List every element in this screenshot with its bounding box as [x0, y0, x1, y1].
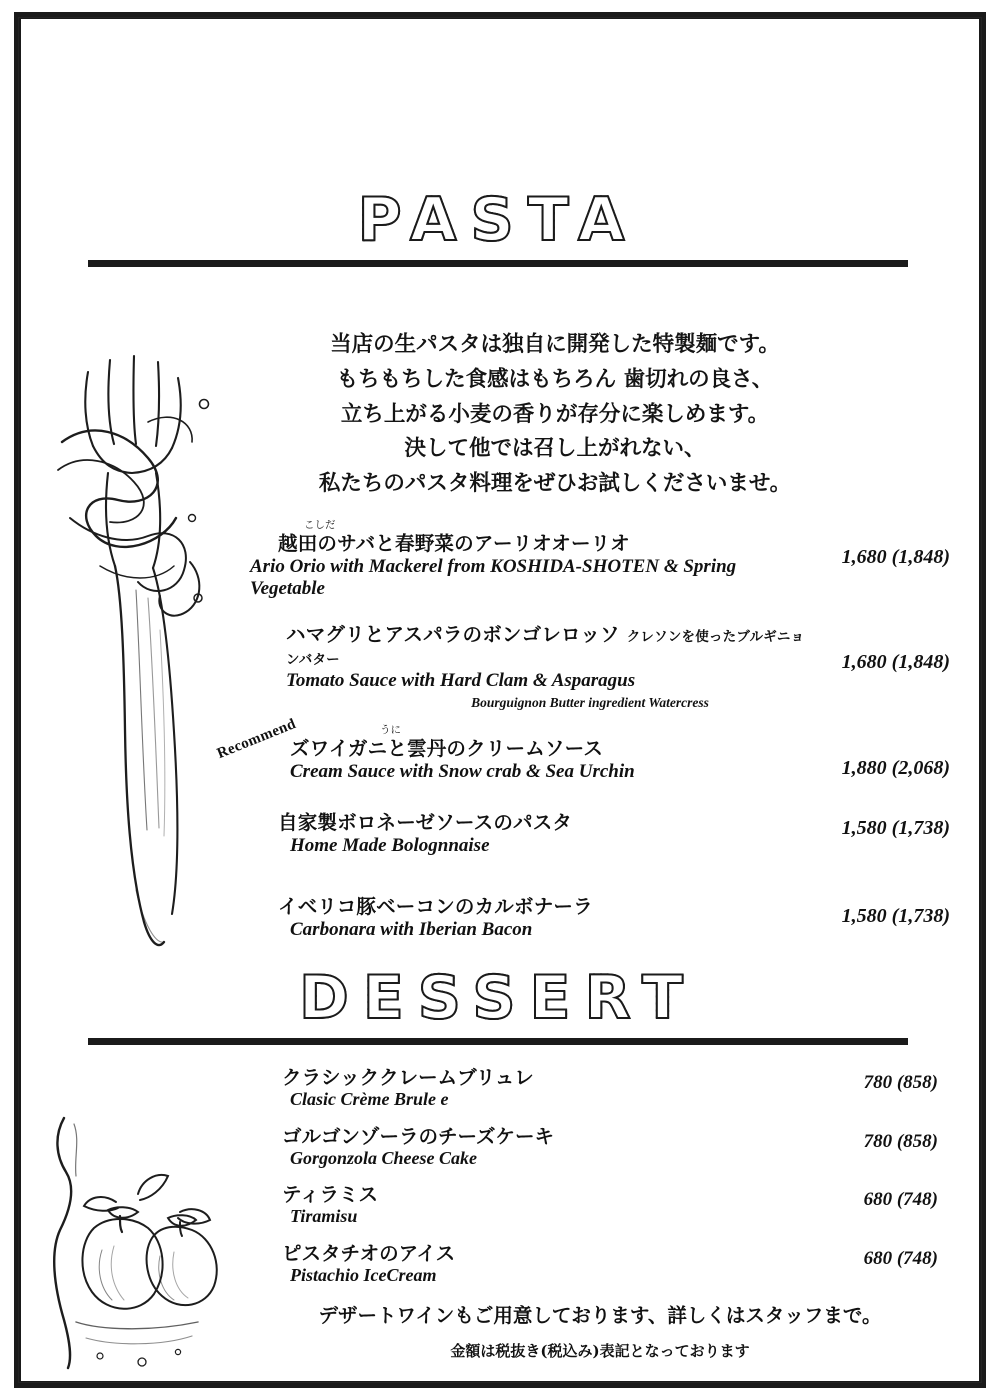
menu-item-name-en-sub: Bourguignon Butter ingredient Watercress [471, 694, 709, 710]
intro-line: 当店の生パスタは独自に開発した特製麺です。 [330, 332, 780, 357]
menu-item-names [250, 623, 810, 711]
menu-item[interactable] [250, 895, 950, 951]
dessert-item-list [250, 1066, 950, 1300]
menu-item[interactable] [214, 716, 950, 783]
fork-illustration [52, 330, 252, 960]
menu-item-name-en: Cream Sauce with Snow crab & Sea Urchin [290, 760, 635, 782]
menu-item-name-en: Pistachio IceCream [290, 1264, 437, 1285]
menu-item-price: 780 (858) [863, 1072, 938, 1093]
dessert-wine-note: デザートワインもご用意しております、詳しくはスタッフまで。 [318, 1304, 882, 1327]
recommend-badge: Recommend [214, 716, 299, 763]
menu-item[interactable] [250, 1066, 950, 1111]
intro-line: 私たちのパスタ料理をぜひお試しくださいませ。 [318, 471, 792, 497]
menu-item[interactable] [250, 1125, 950, 1170]
menu-item-ruby: こしだ [304, 519, 336, 531]
menu-item-name-jp: イベリコ豚ベーコンのカルボナーラ [278, 895, 593, 919]
menu-item-name-jp: クラシッククレームブリュレ [282, 1066, 534, 1089]
menu-item-name-jp-note: クレソンを使ったブルギニョンバター [286, 629, 805, 669]
menu-item-price: 1,580 (1,738) [841, 905, 950, 928]
menu-item-name-jp: ピスタチオのアイス [282, 1241, 456, 1265]
pasta-section-header [88, 185, 908, 267]
section-title-dessert: DESSERT [88, 968, 908, 1028]
menu-item-name-jp-main: ハマグリとアスパラのボンゴレロッソ [286, 623, 620, 647]
menu-item-name-en: Clasic Crème Brule e [290, 1089, 449, 1109]
menu-item-price: 680 (748) [863, 1247, 938, 1269]
menu-item-price: 1,580 (1,738) [841, 817, 950, 840]
menu-item-name-jp: ズワイガニと雲丹のクリームソース [290, 736, 604, 760]
intro-line: もちもちした食感はもちろん 歯切れの良さ、 [336, 366, 774, 392]
tax-note: 金額は税抜き(税込み)表記となっております [450, 1342, 750, 1360]
menu-item-name-en: Tiramisu [290, 1206, 358, 1227]
section-title-pasta: PASTA [88, 190, 908, 250]
menu-item-name-jp: 越田のサバと春野菜のアーリオオーリオ [278, 531, 630, 555]
pasta-item-list [214, 519, 950, 973]
menu-item-price: 680 (748) [863, 1189, 938, 1211]
menu-item[interactable] [250, 1183, 950, 1228]
menu-item-ruby: うに [380, 724, 401, 737]
menu-item-price: 1,880 (2,068) [841, 757, 950, 780]
menu-item-name-jp [250, 623, 810, 669]
menu-item-name-jp: ゴルゴンゾーラのチーズケーキ [282, 1124, 555, 1148]
section-divider-pasta [88, 260, 908, 267]
menu-item-name-en: Gorgonzola Cheese Cake [290, 1147, 478, 1168]
menu-item-names [250, 725, 810, 783]
menu-item-price: 1,680 (1,848) [841, 651, 950, 674]
menu-item-name-jp: ティラミス [282, 1183, 378, 1207]
menu-item-name-jp: 自家製ボロネーゼソースのパスタ [278, 811, 573, 835]
menu-item-name-en: Home Made Bolognnaise [290, 835, 490, 857]
pasta-intro-text [250, 328, 860, 502]
menu-item[interactable] [250, 811, 950, 867]
menu-item-names [250, 520, 810, 601]
persimmon-illustration [30, 1110, 240, 1380]
menu-item-name-en: Tomato Sauce with Hard Clam & Asparagus [286, 670, 636, 692]
section-divider-dessert [88, 1038, 908, 1045]
menu-item-names [250, 811, 810, 858]
menu-item-name-en: Carbonara with Iberian Bacon [290, 919, 533, 941]
menu-item[interactable] [250, 623, 950, 711]
dessert-section-header [88, 963, 908, 1045]
menu-item-price: 1,680 (1,848) [841, 546, 950, 568]
menu-item[interactable] [250, 520, 950, 601]
intro-line: 決して他では召し上がれない、 [404, 436, 706, 462]
menu-item[interactable] [250, 1242, 950, 1287]
menu-item-names [250, 895, 810, 942]
menu-item-price: 780 (858) [863, 1130, 938, 1152]
intro-line: 立ち上がる小麦の香りが存分に楽しめます。 [340, 401, 770, 427]
menu-item-name-en: Ario Orio with Mackerel from KOSHIDA-SHOTEN & Spring Vegetable [250, 555, 737, 600]
